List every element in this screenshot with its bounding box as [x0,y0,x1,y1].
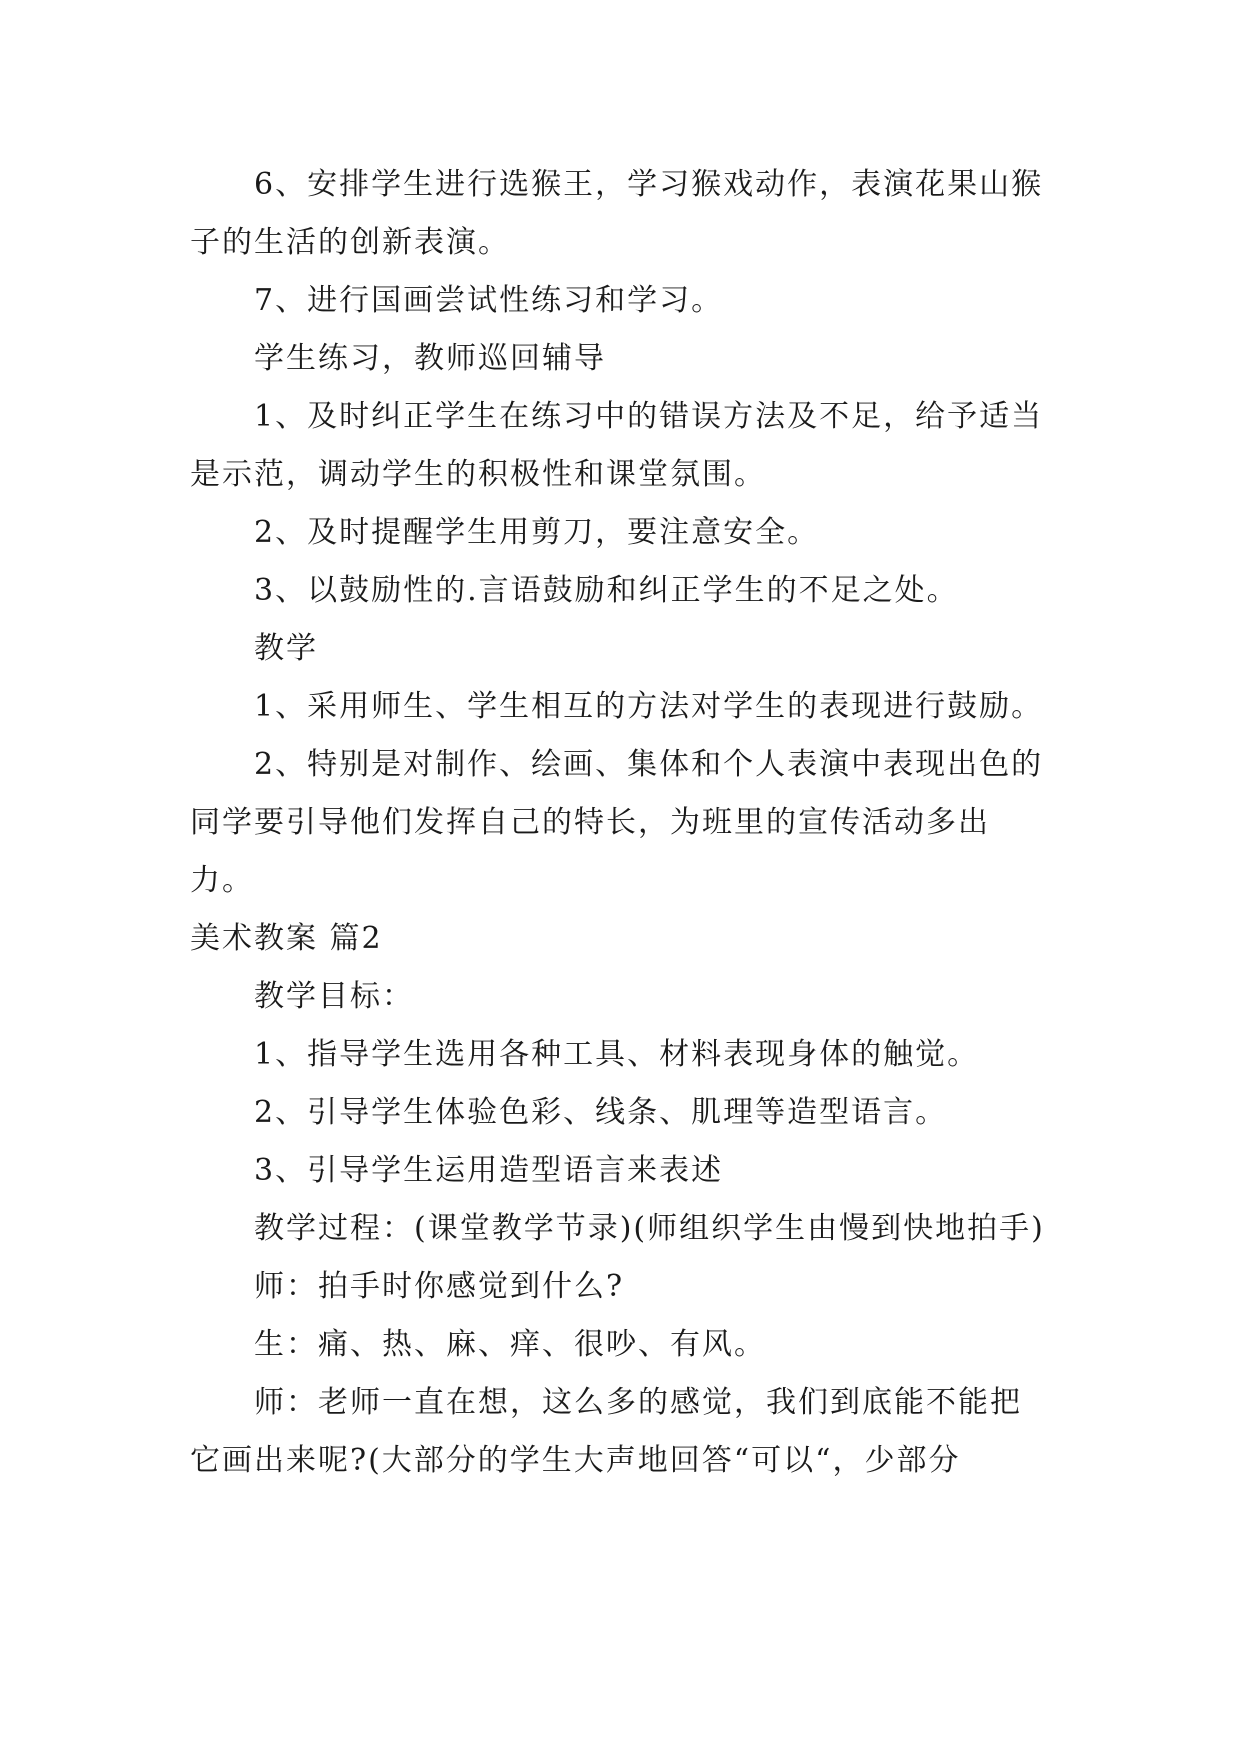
paragraph: 1、指导学生选用各种工具、材料表现身体的触觉。 [254,1037,980,1072]
document-body [190,156,1050,1490]
paragraph: 2、及时提醒学生用剪刀，要注意安全。 [254,515,820,550]
paragraph: 2、特别是对制作、绘画、集体和个人表演中表现出色的同学要引导他们发挥自己的特长，为班里的宣传活动多出力。 [190,747,1044,898]
paragraph: 2、引导学生体验色彩、线条、肌理等造型语言。 [254,1095,948,1130]
paragraph: 师：拍手时你感觉到什么? [254,1269,625,1304]
paragraph: 生：痛、热、麻、痒、很吵、有风。 [254,1327,766,1362]
paragraph: 1、采用师生、学生相互的方法对学生的表现进行鼓励。 [254,689,1044,724]
section-heading: 美术教案 篇2 [190,921,383,956]
paragraph: 3、以鼓励性的.言语鼓励和纠正学生的不足之处。 [254,573,959,608]
paragraph: 教学 [254,631,318,666]
paragraph: 教学目标： [254,979,414,1014]
paragraph: 1、及时纠正学生在练习中的错误方法及不足，给予适当是示范，调动学生的积极性和课堂氛围。 [190,399,1044,492]
paragraph: 学生练习，教师巡回辅导 [254,341,606,376]
paragraph: 7、进行国画尝试性练习和学习。 [254,283,724,318]
paragraph: 师：老师一直在想，这么多的感觉，我们到底能不能把它画出来呢?(大部分的学生大声地回答“可以“，少部分 [190,1385,1022,1478]
paragraph: 3、引导学生运用造型语言来表述 [254,1153,724,1188]
paragraph: 教学过程：(课堂教学节录)(师组织学生由慢到快地拍手) [254,1211,1045,1246]
paragraph: 6、安排学生进行选猴王，学习猴戏动作，表演花果山猴子的生活的创新表演。 [190,167,1044,260]
